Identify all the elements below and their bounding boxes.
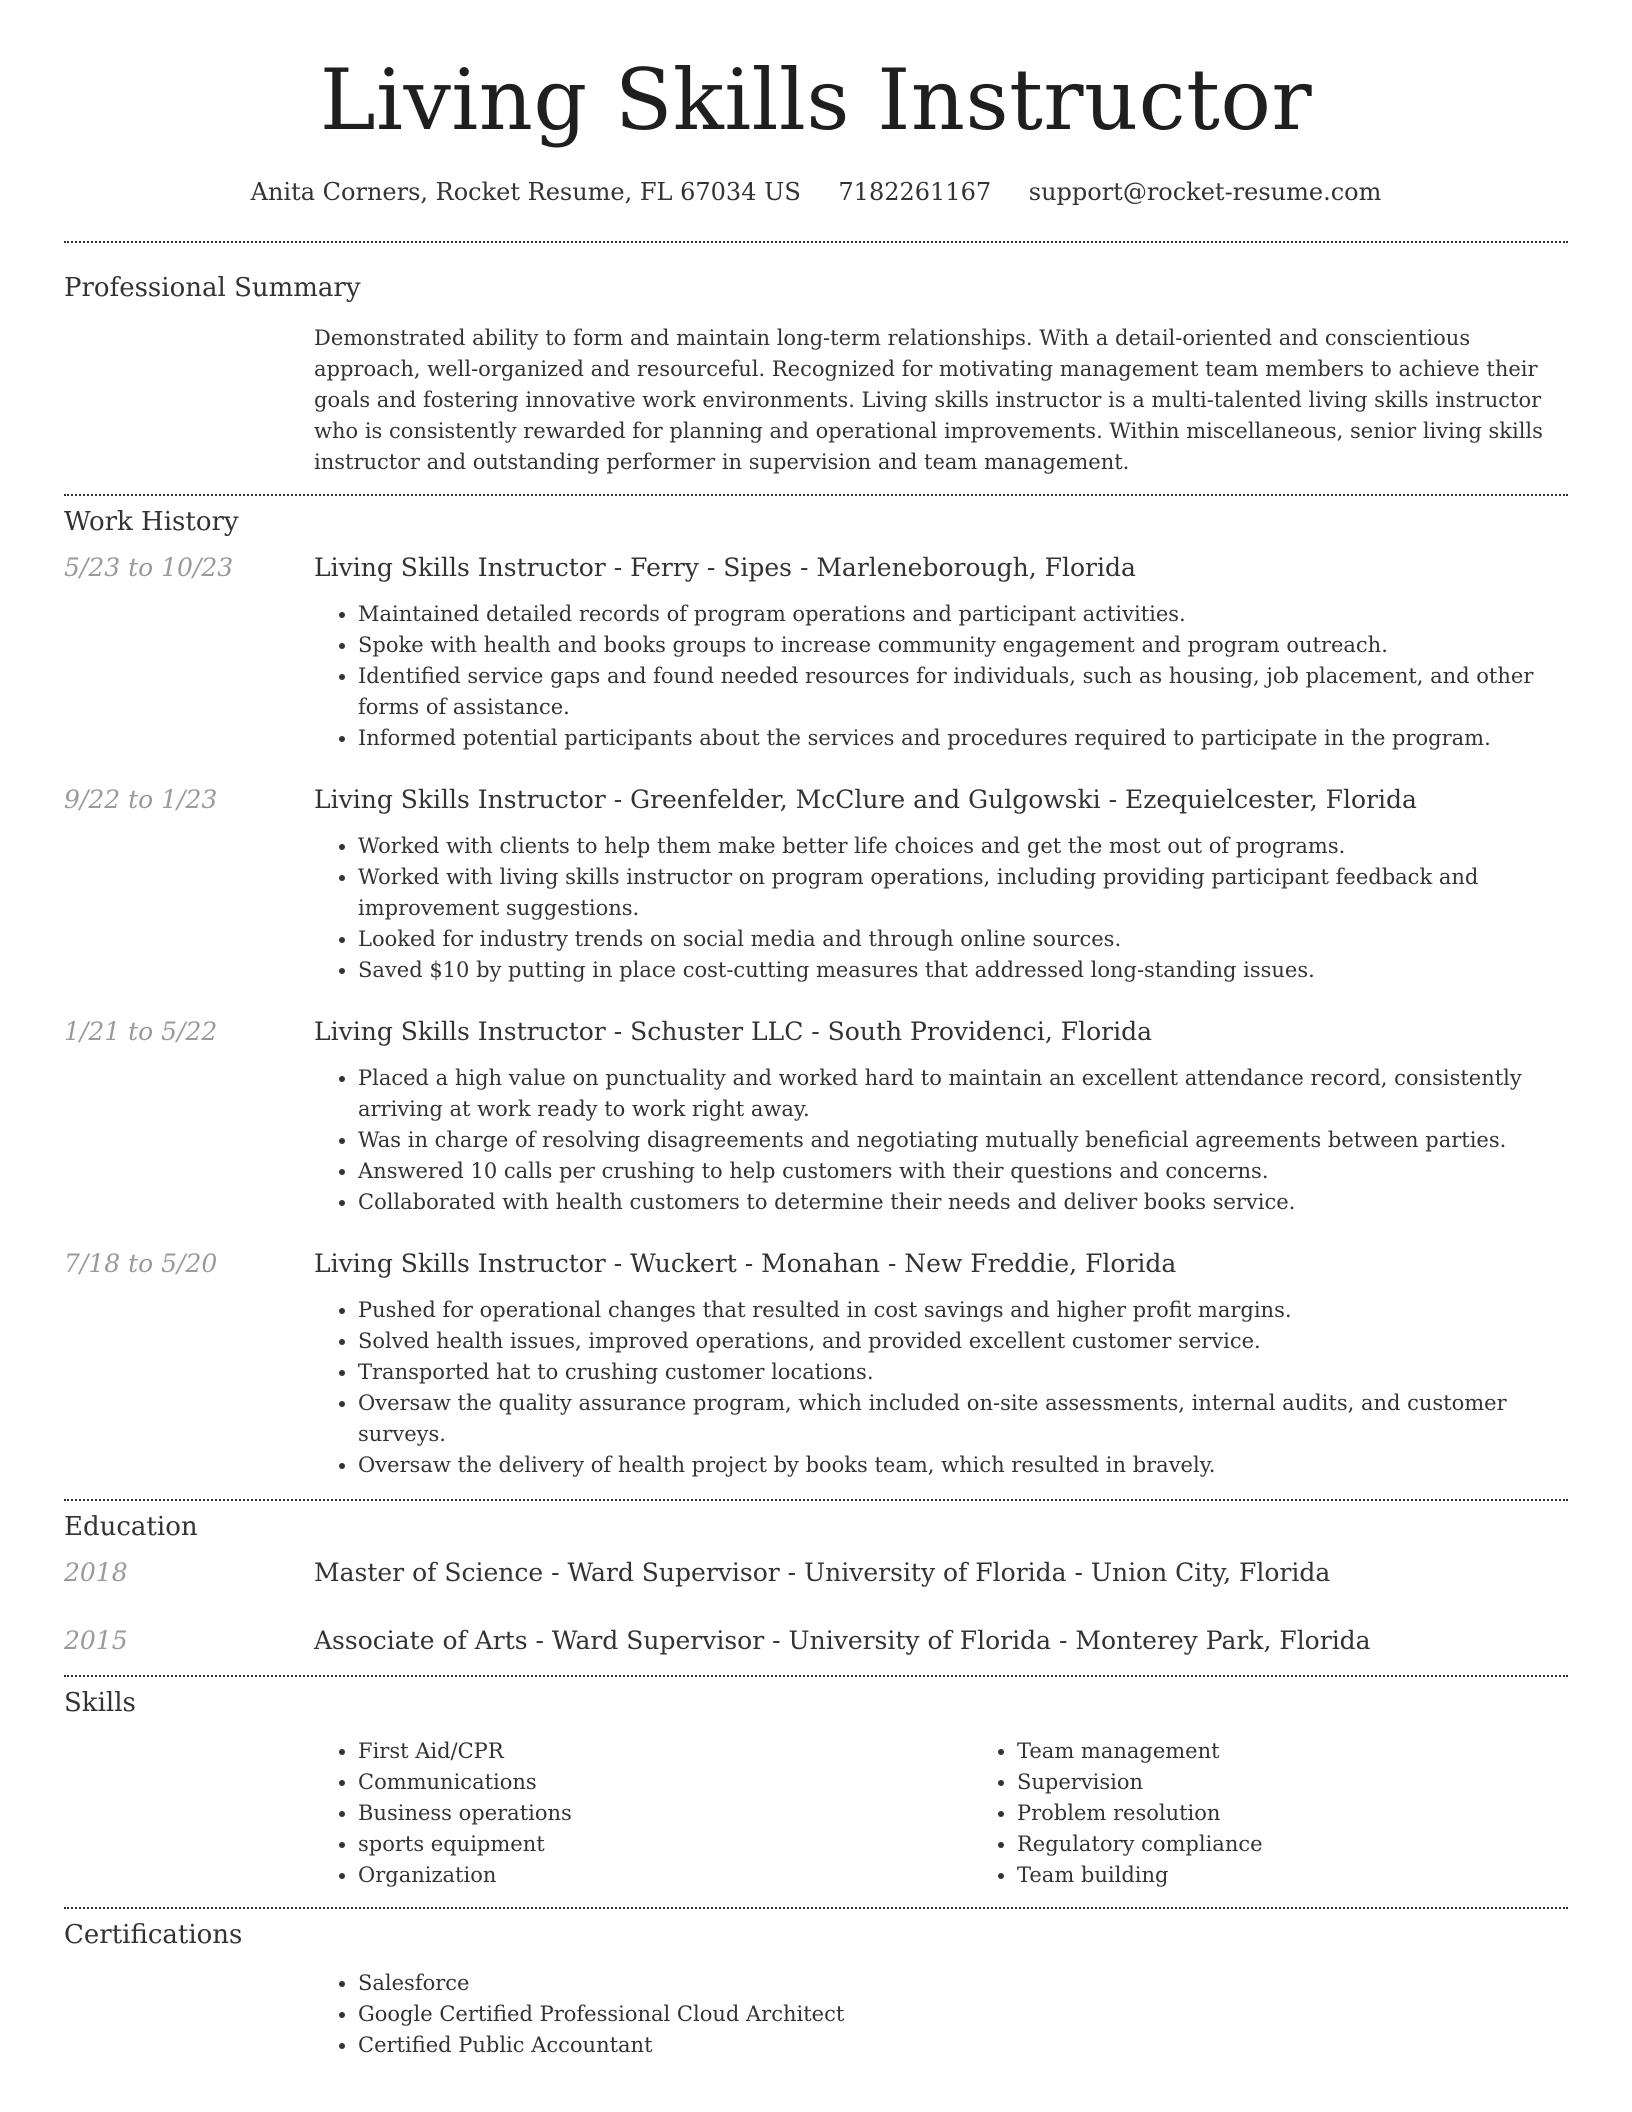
list-item: • Solved health issues, improved operations, and provided excellent customer service. <box>358 1326 1568 1357</box>
skill-item: • Problem resolution <box>1017 1798 1632 1829</box>
skill-item: • First Aid/CPR <box>358 1736 973 1767</box>
list-item: • Saved $10 by putting in place cost-cutting measures that addressed long-standing issues. <box>358 955 1568 986</box>
skill-item: • Team building <box>1017 1860 1632 1891</box>
job-bullets <box>314 1063 1568 1218</box>
job-title: Living Skills Instructor - Schuster LLC - South Providenci, Florida <box>314 1017 1153 1046</box>
education-degree: Master of Science - Ward Supervisor - University of Florida - Union City, Florida <box>314 1558 1331 1587</box>
summary-section <box>0 243 1632 478</box>
list-item: • Oversaw the quality assurance program, which included on-site assessments, internal audits, and customer surveys. <box>358 1388 1568 1450</box>
contact-line <box>0 178 1632 206</box>
certification-item: • Google Certified Professional Cloud Architect <box>358 1999 1568 2030</box>
summary-text: Demonstrated ability to form and maintain long-term relationships. With a detail-oriented and conscientious approach, well-organized and resourceful. Recognized for motivating management team members to achieve their goals and fostering innovative work environments. Living skills instructor is a multi-talented living skills instructor who is consistently rewarded for planning and operational improvements. Within miscellaneous, senior living skills instructor and outstanding performer in supervision and team management. <box>314 326 1543 474</box>
job-bullets <box>314 1295 1568 1481</box>
list-item: • Looked for industry trends on social media and through online sources. <box>358 924 1568 955</box>
job-dates: 1/21 to 5/22 <box>64 1017 218 1046</box>
address: Anita Corners, Rocket Resume, FL 67034 US <box>250 178 801 206</box>
skill-item: • sports equipment <box>358 1829 973 1860</box>
job-bullets <box>314 831 1568 986</box>
job-entry <box>64 783 1568 986</box>
section-title-education: Education <box>64 1512 198 1542</box>
list-item: • Informed potential participants about the services and procedures required to participate in the program. <box>358 723 1568 754</box>
skill-item: • Regulatory compliance <box>1017 1829 1632 1860</box>
resume-header <box>0 0 1632 206</box>
email: support@rocket-resume.com <box>1028 178 1382 206</box>
job-entry <box>64 1015 1568 1218</box>
list-item: • Answered 10 calls per crushing to help customers with their questions and concerns. <box>358 1156 1568 1187</box>
skill-item: • Communications <box>358 1767 973 1798</box>
education-year: 2015 <box>64 1626 128 1655</box>
certification-item: • Salesforce <box>358 1968 1568 1999</box>
certifications-list <box>314 1968 1568 2061</box>
section-title-work: Work History <box>64 507 239 537</box>
certifications-section <box>0 1909 1632 2061</box>
job-entry <box>64 1247 1568 1481</box>
section-title-summary: Professional Summary <box>64 273 361 303</box>
job-dates: 5/23 to 10/23 <box>64 553 234 582</box>
education-entry <box>64 1624 1568 1658</box>
section-title-certifications: Certifications <box>64 1920 243 1950</box>
job-title: Living Skills Instructor - Greenfelder, McClure and Gulgowski - Ezequielcester, Florida <box>314 785 1417 814</box>
list-item: • Worked with clients to help them make better life choices and get the most out of programs. <box>358 831 1568 862</box>
skills-list-right <box>973 1736 1632 1891</box>
job-dates: 7/18 to 5/20 <box>64 1249 218 1278</box>
list-item: • Oversaw the delivery of health project by books team, which resulted in bravely. <box>358 1450 1568 1481</box>
candidate-name: Living Skills Instructor <box>319 51 1313 149</box>
job-bullets <box>314 599 1568 754</box>
list-item: • Was in charge of resolving disagreements and negotiating mutually beneficial agreements between parties. <box>358 1125 1568 1156</box>
skills-section <box>0 1677 1632 1891</box>
certification-item: • Certified Public Accountant <box>358 2030 1568 2061</box>
list-item: • Spoke with health and books groups to increase community engagement and program outreach. <box>358 630 1568 661</box>
list-item: • Worked with living skills instructor on program operations, including providing participant feedback and improvement suggestions. <box>358 862 1568 924</box>
list-item: • Maintained detailed records of program operations and participant activities. <box>358 599 1568 630</box>
section-title-skills: Skills <box>64 1688 136 1718</box>
education-degree: Associate of Arts - Ward Supervisor - University of Florida - Monterey Park, Florida <box>314 1626 1371 1655</box>
list-item: • Collaborated with health customers to determine their needs and deliver books service. <box>358 1187 1568 1218</box>
list-item: • Identified service gaps and found needed resources for individuals, such as housing, job placement, and other forms of assistance. <box>358 661 1568 723</box>
skills-list-left <box>314 1736 973 1891</box>
job-title: Living Skills Instructor - Ferry - Sipes - Marleneborough, Florida <box>314 553 1136 582</box>
education-year: 2018 <box>64 1558 128 1587</box>
job-dates: 9/22 to 1/23 <box>64 785 218 814</box>
phone: 7182261167 <box>838 178 992 206</box>
skill-item: • Supervision <box>1017 1767 1632 1798</box>
skill-item: • Organization <box>358 1860 973 1891</box>
education-entry <box>64 1556 1568 1590</box>
education-section <box>0 1501 1632 1658</box>
job-title: Living Skills Instructor - Wuckert - Monahan - New Freddie, Florida <box>314 1249 1177 1278</box>
skill-item: • Business operations <box>358 1798 973 1829</box>
job-entry <box>64 551 1568 754</box>
list-item: • Transported hat to crushing customer locations. <box>358 1357 1568 1388</box>
list-item: • Placed a high value on punctuality and worked hard to maintain an excellent attendance record, consistently arriving at work ready to work right away. <box>358 1063 1568 1125</box>
list-item: • Pushed for operational changes that resulted in cost savings and higher profit margins. <box>358 1295 1568 1326</box>
work-section <box>0 496 1632 1481</box>
skill-item: • Team management <box>1017 1736 1632 1767</box>
